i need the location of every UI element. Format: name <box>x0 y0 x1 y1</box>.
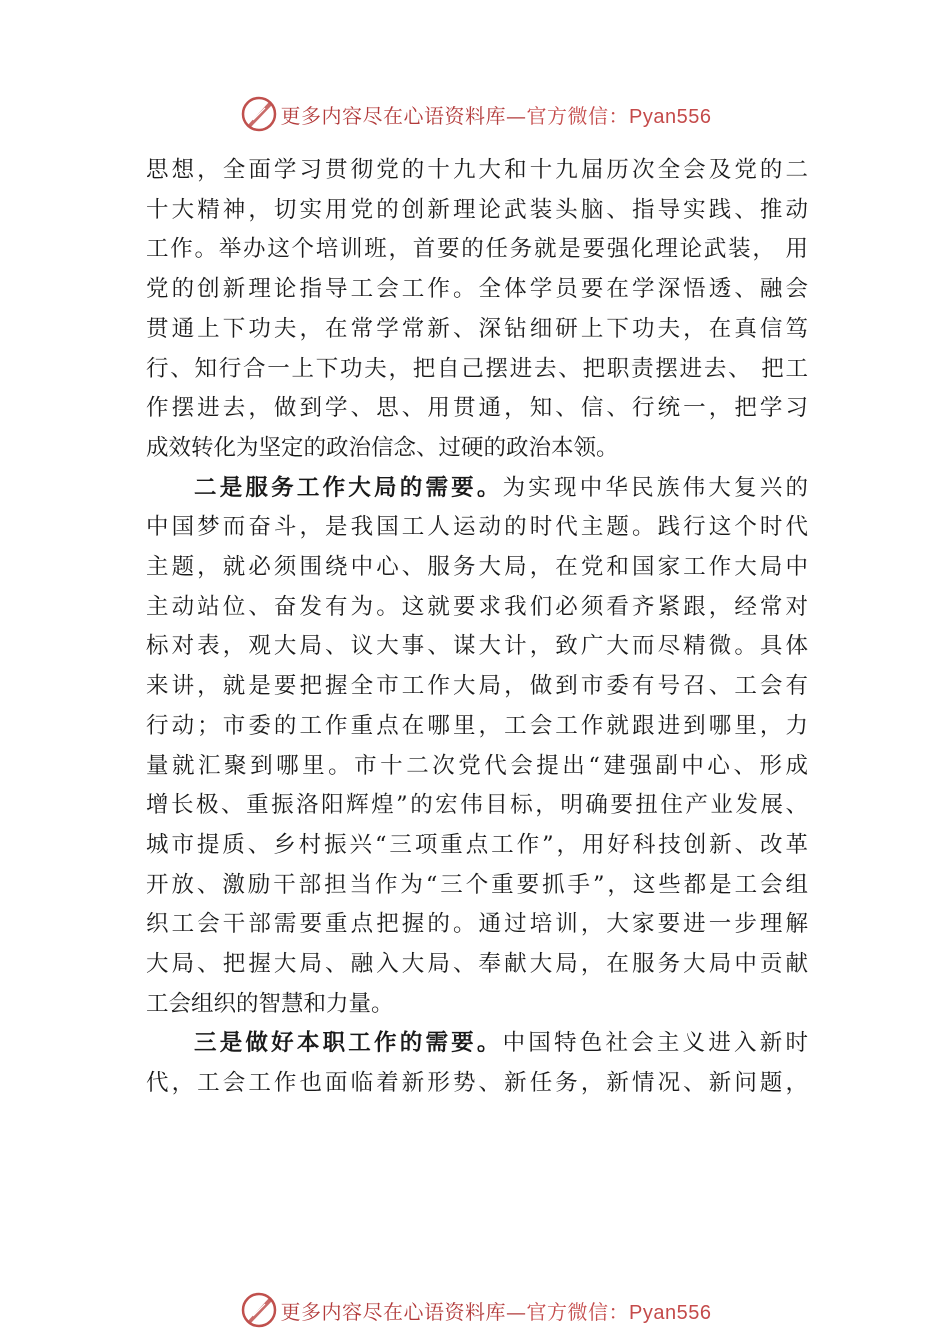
text-line: 党的创新理论指导工会工作。全体学员要在学深悟透、融会 <box>146 276 808 303</box>
paragraph-lead: 三是做好本职工作的需要。 <box>194 1030 503 1057</box>
text-line: 中国梦而奋斗，是我国工人运动的时代主题。践行这个时代 <box>146 514 808 541</box>
text-line: 行、知行合一上下功夫，把自己摆进去、把职责摆进去、 把工 <box>146 355 808 382</box>
paragraph-lead: 二是服务工作大局的需要。 <box>194 474 503 501</box>
paragraph-2 <box>146 469 808 1025</box>
text-line-rest: 中国特色社会主义进入新时 <box>502 1030 808 1057</box>
text-line: 工作。举办这个培训班，首要的任务就是要强化理论武装， 用 <box>146 236 808 263</box>
text-line: 贯通上下功夫，在常学常新、深钻细研上下功夫，在真信笃 <box>146 315 808 342</box>
text-line: 增长极、重振洛阳辉煌”的宏伟目标，明确要扭住产业发展、 <box>146 792 808 819</box>
wechat-id: Pyan556 <box>629 105 712 128</box>
wechat-id: Pyan556 <box>629 1301 712 1324</box>
text-line: 开放、激励干部担当作为“三个重要抓手”，这些都是工会组 <box>146 871 808 898</box>
text-line: 行动；市委的工作重点在哪里，工会工作就跟进到哪里，力 <box>146 712 808 739</box>
header-watermark <box>0 94 950 134</box>
text-line-first <box>146 1024 808 1064</box>
text-line: 城市提质、乡村振兴“三项重点工作”，用好科技创新、改革 <box>146 831 808 858</box>
watermark-separator: — <box>506 1299 527 1324</box>
text-line: 作摆进去，做到学、思、用贯通，知、信、行统一，把学习 <box>146 395 808 422</box>
text-line: 大局、把握大局、融入大局、奉献大局，在服务大局中贡献 <box>146 951 808 978</box>
text-line: 思想，全面学习贯彻党的十九大和十九届历次全会及党的二 <box>146 157 808 183</box>
text-line: 标对表，观大局、议大事、谋大计，致广大而尽精微。具体 <box>146 633 808 660</box>
watermark-separator: — <box>506 103 527 128</box>
footer-watermark <box>0 1290 950 1330</box>
wechat-label: 官方微信： <box>526 1299 630 1324</box>
feather-pen-logo-icon <box>239 94 279 134</box>
text-line: 织工会干部需要重点把握的。通过培训，大家要进一步理解 <box>146 911 808 938</box>
text-line-first <box>146 469 808 509</box>
text-line: 来讲，就是要把握全市工作大局，做到市委有号召、工会有 <box>146 673 808 700</box>
paragraph-1 <box>146 151 808 469</box>
text-line: 工会组织的智慧和力量。 <box>146 990 394 1017</box>
wechat-label: 官方微信： <box>526 103 630 128</box>
paragraph-3 <box>146 1024 808 1103</box>
text-line: 十大精神，切实用党的创新理论武装头脑、指导实践、推动 <box>146 196 808 223</box>
document-body <box>146 151 808 1104</box>
text-line: 代，工会工作也面临着新形势、新任务，新情况、新问题， <box>146 1070 808 1097</box>
watermark-title: 更多内容尽在心语资料库 <box>280 1299 507 1324</box>
text-line: 主题，就必须围绕中心、服务大局，在党和国家工作大局中 <box>146 554 808 581</box>
watermark-text <box>281 1296 712 1325</box>
watermark-title: 更多内容尽在心语资料库 <box>280 103 507 128</box>
text-line: 成效转化为坚定的政治信念、过硬的政治本领。 <box>146 434 619 461</box>
text-line: 主动站位、奋发有为。这就要求我们必须看齐紧跟，经常对 <box>146 593 808 620</box>
feather-pen-logo-icon <box>239 1290 279 1330</box>
watermark-text <box>281 100 712 129</box>
text-line: 量就汇聚到哪里。市十二次党代会提出“建强副中心、形成 <box>146 752 808 779</box>
text-line-rest: 为实现中华民族伟大复兴的 <box>502 474 808 501</box>
